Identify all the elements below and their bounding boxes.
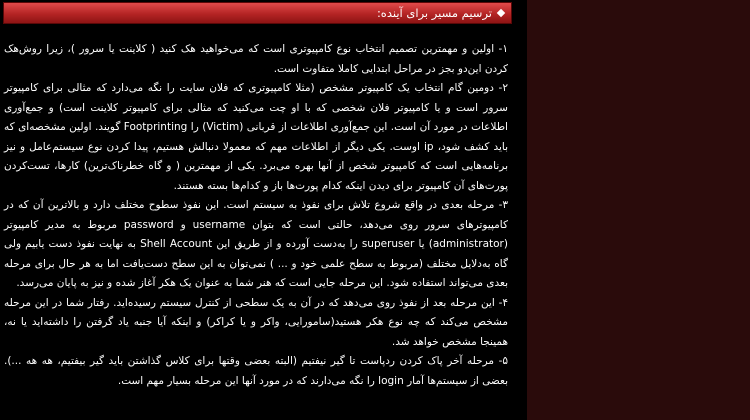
- side-panel: [527, 0, 750, 420]
- section-header: [3, 2, 512, 24]
- diamond-bullet-icon: [497, 9, 505, 17]
- section-title: ترسیم مسیر برای آینده:: [376, 6, 492, 20]
- paragraph-2: ۲- دومین گام انتخاب یک کامپیوتر مشخص (مثلا کامپیوتری که فلان سایت را نگه می‌دارد که مثالی برای کامپیوتر سرور است و یا کامپیوتر فلان شخصی که با او چت می‌کنید که مثالی برای کامپیوتر کلاینت است) و جمع‌آوری اطلاعات در مورد آن است. این جمع‌آوری اطلاعات از قربانی (Victim) را Footprinting گویند. اولین مشخصه‌ای که باید کشف شود، ip اوست. یکی دیگر از اطلاعات مهم که معمولا دنبالش هستیم، پیدا کردن نوع سیستم‌عامل و نیز برنامه‌هایی است که کامپیوتر شخص از آنها بهره می‌برد. یکی از مهمترین ( و گاه خطرناک‌ترین) کارها، تست‌کردن پورت‌های آن کامپیوتر برای دیدن اینکه کدام پورت‌ها باز و کدام‌ها بسته هستند.: [4, 82, 509, 192]
- article-body: [4, 40, 508, 391]
- paragraph-3: ۳- مرحله بعدی در واقع شروع تلاش برای نفوذ به سیستم است. این نفوذ سطوح مختلف دارد و بالاترین آن که در کامپیوترهای سرور روی می‌دهد، حالتی است که بتوان username و password مربوط به مدیر کامپیوتر (administrator) یا superuser را به‌دست آورده و از طریق این Shell Account به نهایت نفوذ دست یابیم ولی گاه به‌دلایل مختلف (مربوط به سطح علمی خود و ... ) نمی‌توان به این سطح دست‌یافت اما به هر حال برای مرحله بعدی می‌تواند استفاده شود. این مرحله جایی است که هنر شما به عنوان یک هکر آغاز شده و نیز به پایان می‌رسد.: [4, 199, 508, 289]
- paragraph-1: ۱- اولین و مهمترین تصمیم انتخاب نوع کامپیوتری است که می‌خواهید هک کنید ( کلاینت یا سرور )، زیرا روش‌هک کردن این‌دو بجز در مراحل ابتدایی کاملا متفاوت است.: [4, 43, 508, 75]
- paragraph-5: ۵- مرحله آخر پاک کردن ردپاست تا گیر نیفتیم (البته بعضی وقتها برای کلاس گذاشتن باید گیر بیفتیم، هه هه ...). بعضی از سیستم‌ها آمار login را نگه می‌دارند که در مورد آنها این مرحله بسیار مهم است.: [4, 355, 508, 387]
- paragraph-4: ۴- این مرحله بعد از نفوذ روی می‌دهد که در آن به یک سطحی از کنترل سیستم رسیده‌اید. رفتار شما در این مرحله مشخص می‌کند که چه نوع هکر هستید(سامورایی، واکر و یا کراکر) و اینکه آیا جنبه یاد گرفتن را داشته‌اید یا نه، همینجا مشخص خواهد شد.: [4, 296, 508, 348]
